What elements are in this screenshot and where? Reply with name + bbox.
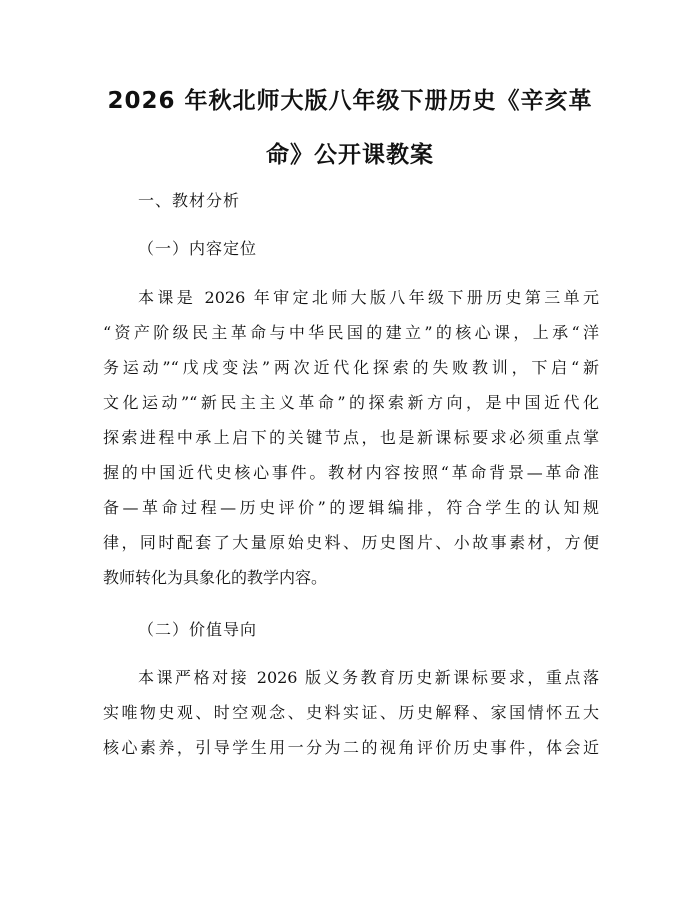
paragraph-line: 核心素养，引导学生用一分为二的视角评价历史事件，体会近 <box>103 738 599 757</box>
subsection-heading-content-positioning: （一）内容定位 <box>138 239 258 258</box>
paragraph-line: 律，同时配套了大量原始史料、历史图片、小故事素材，方便 <box>103 533 599 552</box>
paragraph-line: “资产阶级民主革命与中华民国的建立”的核心课，上承“洋 <box>103 323 599 342</box>
paragraph-line: 本课是 2026 年审定北师大版八年级下册历史第三单元 <box>138 288 599 307</box>
paragraph-line: 文化运动”“新民主主义革命”的探索新方向，是中国近代化 <box>103 393 599 412</box>
paragraph-line: 备—革命过程—历史评价”的逻辑编排，符合学生的认知规 <box>103 498 599 517</box>
section-heading-textbook-analysis: 一、教材分析 <box>138 191 241 210</box>
document-title-line-2: 命》公开课教案 <box>266 142 434 168</box>
paragraph-line: 本课严格对接 2026 版义务教育历史新课标要求，重点落 <box>138 668 599 687</box>
paragraph-line: 实唯物史观、时空观念、史料实证、历史解释、家国情怀五大 <box>103 703 599 722</box>
paragraph-line: 务运动”“戊戌变法”两次近代化探索的失败教训，下启“新 <box>103 358 599 377</box>
paragraph-line: 握的中国近代史核心事件。教材内容按照“革命背景—革命准 <box>103 463 599 482</box>
subsection-heading-value-orientation: （二）价值导向 <box>138 620 258 639</box>
document-title-line-1: 2026 年秋北师大版八年级下册历史《辛亥革 <box>107 88 593 114</box>
paragraph-line: 探索进程中承上启下的关键节点，也是新课标要求必须重点掌 <box>103 428 599 447</box>
paragraph-line: 教师转化为具象化的教学内容。 <box>103 568 328 587</box>
